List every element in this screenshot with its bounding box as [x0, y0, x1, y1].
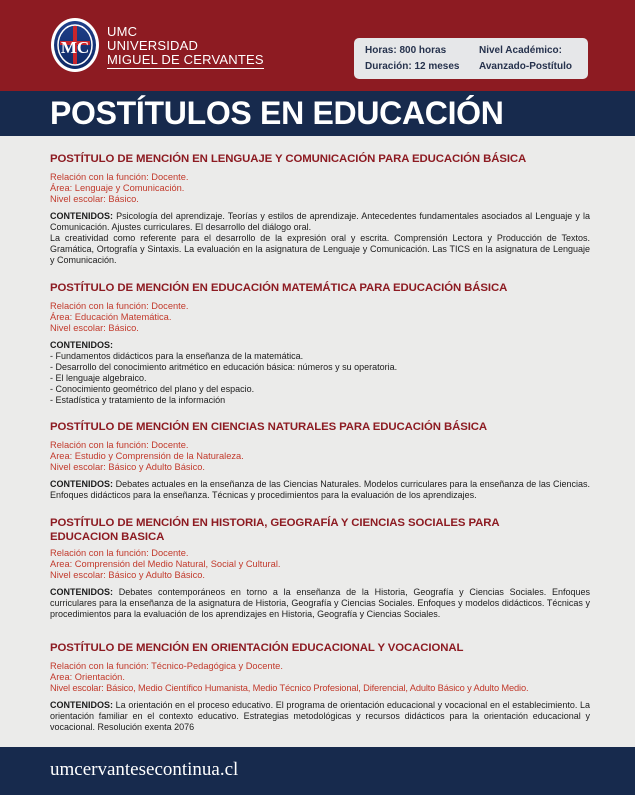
section-title: POSTÍTULO DE MENCIÓN EN CIENCIAS NATURALES PARA EDUCACIÓN BÁSICA: [50, 421, 488, 433]
section-title: [50, 516, 590, 544]
level-text: Nivel escolar: Básico y Adulto Básico.: [50, 570, 206, 580]
section-title: POSTÍTULO DE MENCIÓN EN EDUCACIÓN MATEMÁTICA PARA EDUCACIÓN BÁSICA: [50, 282, 508, 294]
title-bar: [0, 91, 635, 136]
contents-label: CONTENIDOS:: [50, 211, 113, 221]
section-title: POSTÍTULO DE MENCIÓN EN LENGUAJE Y COMUNICACIÓN PARA EDUCACIÓN BÁSICA: [50, 153, 527, 165]
list-item: - El lenguaje algebraico.: [50, 373, 147, 383]
contents-text: Psicología del aprendizaje. Teorías y estilos de aprendizaje. Antecedentes fundamentales asociados al Lenguaje y la Comunicación. Ajustes curriculares. El desarrollo del diálogo oral.: [50, 211, 590, 232]
contents-list: [50, 340, 590, 406]
contents-paragraph: [50, 700, 590, 733]
program-section-lenguaje: [50, 152, 590, 266]
program-info-box: [354, 38, 588, 79]
section-title-line-2: EDUCACION BASICA: [50, 531, 165, 543]
contents-label: CONTENIDOS:: [50, 700, 113, 710]
section-title-line-1: POSTÍTULO DE MENCIÓN EN HISTORIA, GEOGRAFÍA Y CIENCIAS SOCIALES PARA: [50, 517, 500, 529]
brand-abbreviation: UMC: [107, 24, 138, 39]
contents-label: CONTENIDOS:: [50, 587, 113, 597]
relation-text: Relación con la función: Técnico-Pedagógica y Docente.: [50, 661, 283, 671]
contents-text: La orientación en el proceso educativo. El programa de orientación educacional y vocacional en el establecimiento. La orientación familiar en el contexto educativo. Estrategias metodológicas y recursos didácticos para la orientación educacional y vocacional. Resolución exenta 2076: [50, 700, 590, 732]
list-item: - Desarrollo del conocimiento aritmético en educación básica: números y su operatoria.: [50, 362, 398, 372]
section-meta: [50, 301, 590, 334]
contents-paragraph: [50, 479, 590, 501]
hours-text: Horas: 800 horas: [365, 45, 447, 56]
header-banner: [0, 0, 635, 91]
area-text: Area: Comprensión del Medio Natural, Social y Cultural.: [50, 559, 281, 569]
duration-text: Duración: 12 meses: [365, 61, 460, 72]
section-title: POSTÍTULO DE MENCIÓN EN ORIENTACIÓN EDUCACIONAL Y VOCACIONAL: [50, 642, 464, 654]
list-item: - Estadística y tratamiento de la información: [50, 395, 226, 405]
relation-text: Relación con la función: Docente.: [50, 301, 189, 311]
footer-bar: [0, 747, 635, 795]
contents-label: CONTENIDOS:: [50, 340, 113, 350]
university-logo-icon: [50, 17, 100, 73]
relation-text: Relación con la función: Docente.: [50, 548, 189, 558]
area-text: Area: Orientación.: [50, 672, 125, 682]
contents-label: CONTENIDOS:: [50, 479, 113, 489]
area-text: Área: Lenguaje y Comunicación.: [50, 183, 185, 193]
list-item: - Fundamentos didácticos para la enseñanza de la matemática.: [50, 351, 304, 361]
list-item: - Conocimiento geométrico del plano y del espacio.: [50, 384, 255, 394]
page-title: POSTÍTULOS EN EDUCACIÓN: [50, 95, 504, 131]
website-link[interactable]: umcervantesecontinua.cl: [50, 759, 239, 780]
relation-text: Relación con la función: Docente.: [50, 172, 189, 182]
program-section-ciencias-naturales: [50, 420, 590, 501]
area-text: Area: Estudio y Comprensión de la Naturaleza.: [50, 451, 244, 461]
level-text: Nivel escolar: Básico, Medio Científico Humanista, Medio Técnico Profesional, Diferencial, Adulto Básico y Adulto Medio.: [50, 683, 529, 693]
area-text: Área: Educación Matemática.: [50, 312, 172, 322]
section-meta: [50, 548, 590, 581]
level-value: Avanzado-Postítulo: [479, 61, 572, 72]
brand-line-1: UNIVERSIDAD: [107, 38, 199, 53]
contents-paragraph-extra: La creatividad como referente para el desarrollo de la expresión oral y escrita. Comprensión Lectora y Producción de Textos. Gramática, Ortografía y Sintaxis. La evaluación en la asignatura de Lenguaje y Comunicación. Las TICS en la asignatura de Lenguaje y Comunicación.: [50, 233, 590, 265]
contents-paragraph: [50, 211, 590, 233]
contents-text: Debates actuales en la enseñanza de las Ciencias Naturales. Modelos curriculares para la enseñanza de las Ciencias. Enfoques didácticos para la enseñanza. Técnicas y procedimientos para la evaluación de los aprendizajes.: [50, 479, 590, 500]
contents-text: Debates contemporáneos en torno a la enseñanza de la Historia, Geografía y Ciencias Sociales. Enfoques curriculares para la enseñanza de la asignatura de Historia, Geografía y Ciencias Sociales. Enfoques y modelos didácticos. Técnicas y procedimientos para la evaluación de los aprendizajes en Historia, Geografía y Ciencias Sociales.: [50, 587, 590, 619]
brand-line-2: MIGUEL DE CERVANTES: [107, 52, 264, 67]
level-text: Nivel escolar: Básico y Adulto Básico.: [50, 462, 206, 472]
program-section-historia: [50, 516, 590, 620]
level-label: Nivel Académico:: [479, 45, 562, 56]
program-section-matematica: [50, 281, 590, 406]
section-meta: [50, 661, 590, 694]
section-meta: [50, 440, 590, 473]
level-text: Nivel escolar: Básico.: [50, 194, 139, 204]
program-section-orientacion: [50, 641, 590, 733]
university-name: [107, 25, 264, 69]
level-text: Nivel escolar: Básico.: [50, 323, 139, 333]
contents-paragraph: [50, 587, 590, 620]
logo-text: MC: [60, 38, 90, 57]
section-meta: [50, 172, 590, 205]
relation-text: Relación con la función: Docente.: [50, 440, 189, 450]
